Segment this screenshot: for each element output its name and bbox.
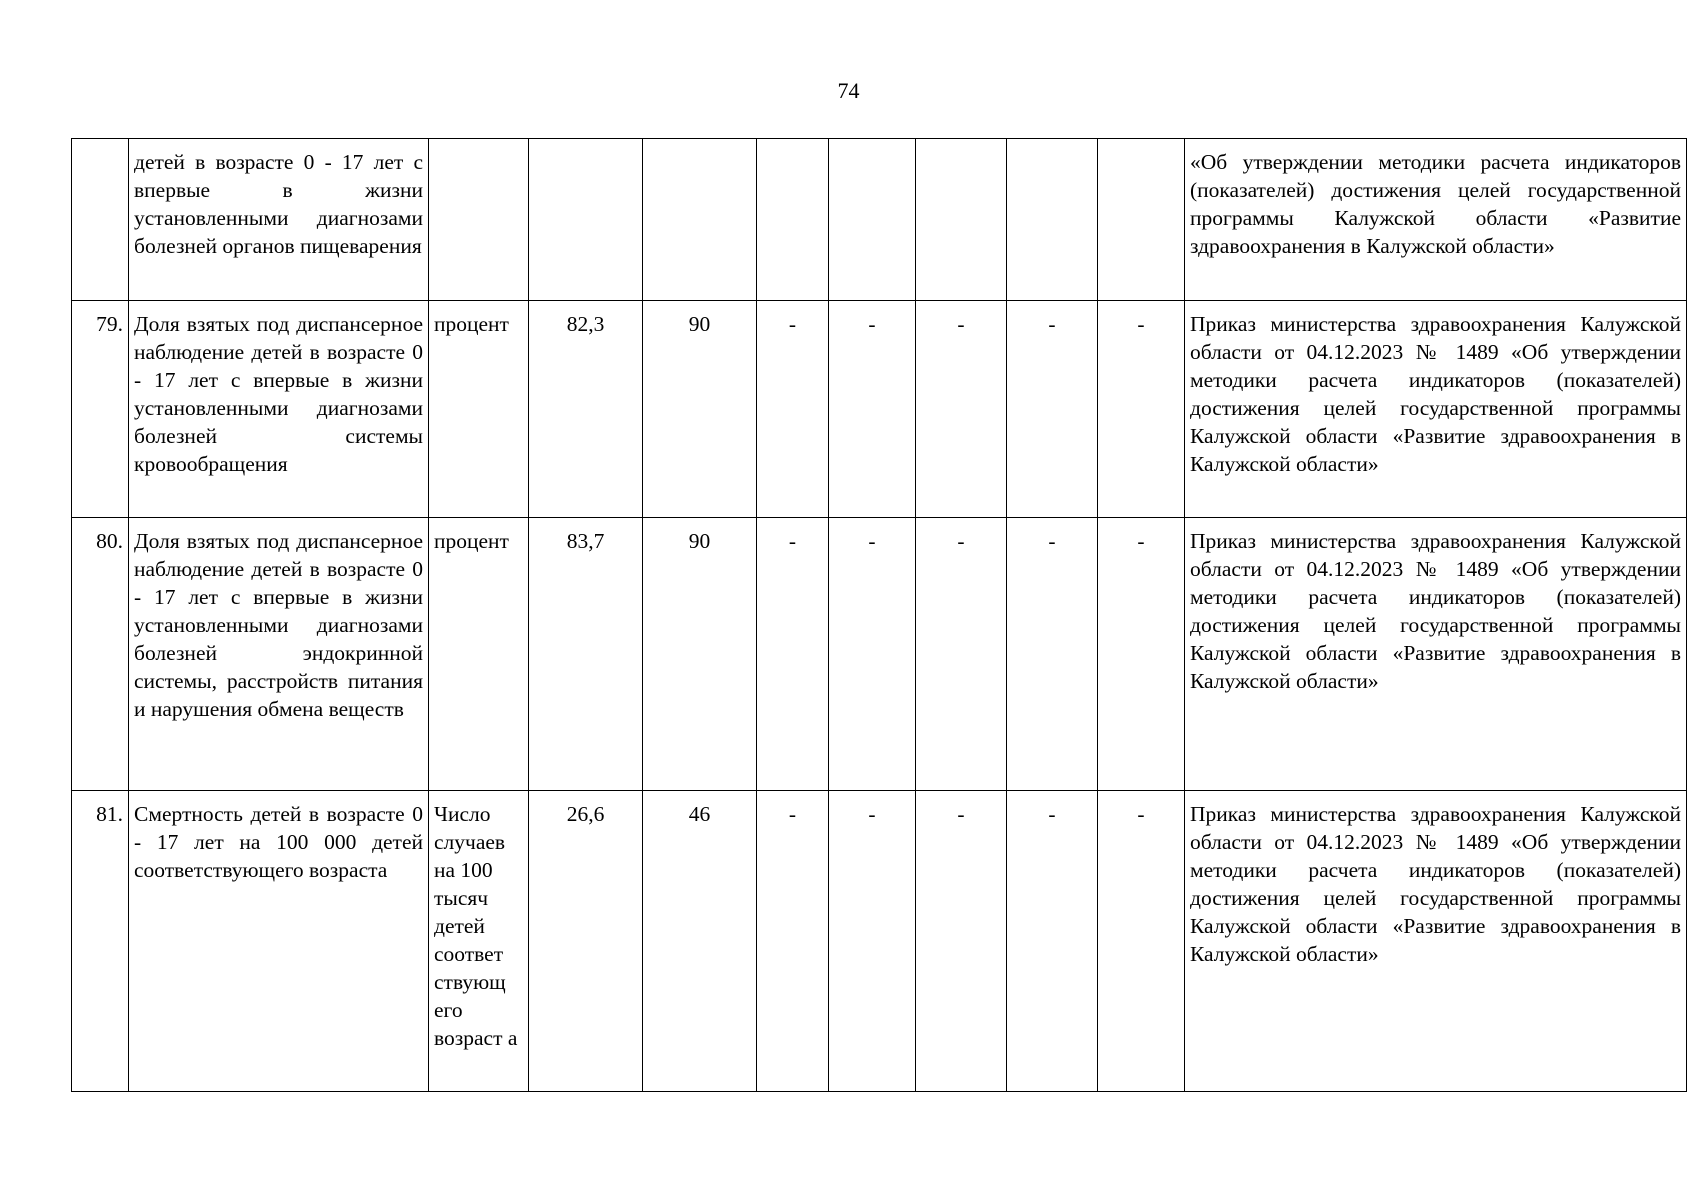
row-number: 79. — [72, 301, 129, 518]
year-value: - — [757, 301, 829, 518]
base-value: 82,3 — [529, 301, 643, 518]
target-value: 46 — [643, 791, 757, 1092]
year-value — [829, 139, 916, 301]
year-value: - — [916, 791, 1007, 1092]
base-value — [529, 139, 643, 301]
year-value: - — [829, 791, 916, 1092]
year-value: - — [1007, 301, 1098, 518]
table-row — [72, 518, 1687, 791]
year-value: - — [1007, 518, 1098, 791]
table-row — [72, 791, 1687, 1092]
year-value: - — [1098, 301, 1185, 518]
unit-cell: процент — [429, 518, 529, 791]
year-value: - — [829, 518, 916, 791]
page-number: 74 — [837, 78, 860, 103]
source-document: «Об утверждении методики расчета индикаторов (показателей) достижения целей государственной программы Калужской области «Развитие здравоохранения в Калужской области» — [1185, 139, 1687, 301]
year-value: - — [1098, 791, 1185, 1092]
source-document: Приказ министерства здравоохранения Калужской области от 04.12.2023 № 1489 «Об утверждении методики расчета индикаторов (показателей) достижения целей государственной программы Калужской области «Развитие здравоохранения в Калужской области» — [1185, 518, 1687, 791]
year-value: - — [1007, 791, 1098, 1092]
indicators-table — [71, 138, 1687, 1092]
year-value — [1007, 139, 1098, 301]
row-number: 80. — [72, 518, 129, 791]
base-value: 83,7 — [529, 518, 643, 791]
unit-cell: Число случаев на 100 тысяч детей соответ ствующ его возраст а — [429, 791, 529, 1092]
target-value — [643, 139, 757, 301]
unit-cell: процент — [429, 301, 529, 518]
year-value: - — [1098, 518, 1185, 791]
year-value — [1098, 139, 1185, 301]
indicator-name: Доля взятых под диспансерное наблюдение детей в возрасте 0 - 17 лет с впервые в жизни установленными диагнозами болезней эндокринной системы, расстройств питания и нарушения обмена веществ — [129, 518, 429, 791]
row-number — [72, 139, 129, 301]
base-value: 26,6 — [529, 791, 643, 1092]
target-value: 90 — [643, 301, 757, 518]
table-row — [72, 301, 1687, 518]
unit-cell — [429, 139, 529, 301]
table-row — [72, 139, 1687, 301]
source-document: Приказ министерства здравоохранения Калужской области от 04.12.2023 № 1489 «Об утверждении методики расчета индикаторов (показателей) достижения целей государственной программы Калужской области «Развитие здравоохранения в Калужской области» — [1185, 301, 1687, 518]
source-document: Приказ министерства здравоохранения Калужской области от 04.12.2023 № 1489 «Об утверждении методики расчета индикаторов (показателей) достижения целей государственной программы Калужской области «Развитие здравоохранения в Калужской области» — [1185, 791, 1687, 1092]
target-value: 90 — [643, 518, 757, 791]
indicator-name: Доля взятых под диспансерное наблюдение детей в возрасте 0 - 17 лет с впервые в жизни установленными диагнозами болезней системы кровообращения — [129, 301, 429, 518]
year-value: - — [757, 791, 829, 1092]
year-value: - — [757, 518, 829, 791]
year-value: - — [916, 518, 1007, 791]
indicator-name: Смертность детей в возрасте 0 - 17 лет на 100 000 детей соответствующего возраста — [129, 791, 429, 1092]
year-value — [916, 139, 1007, 301]
row-number: 81. — [72, 791, 129, 1092]
year-value: - — [829, 301, 916, 518]
year-value — [757, 139, 829, 301]
indicator-name: детей в возрасте 0 - 17 лет с впервые в жизни установленными диагнозами болезней органов пищеварения — [129, 139, 429, 301]
year-value: - — [916, 301, 1007, 518]
